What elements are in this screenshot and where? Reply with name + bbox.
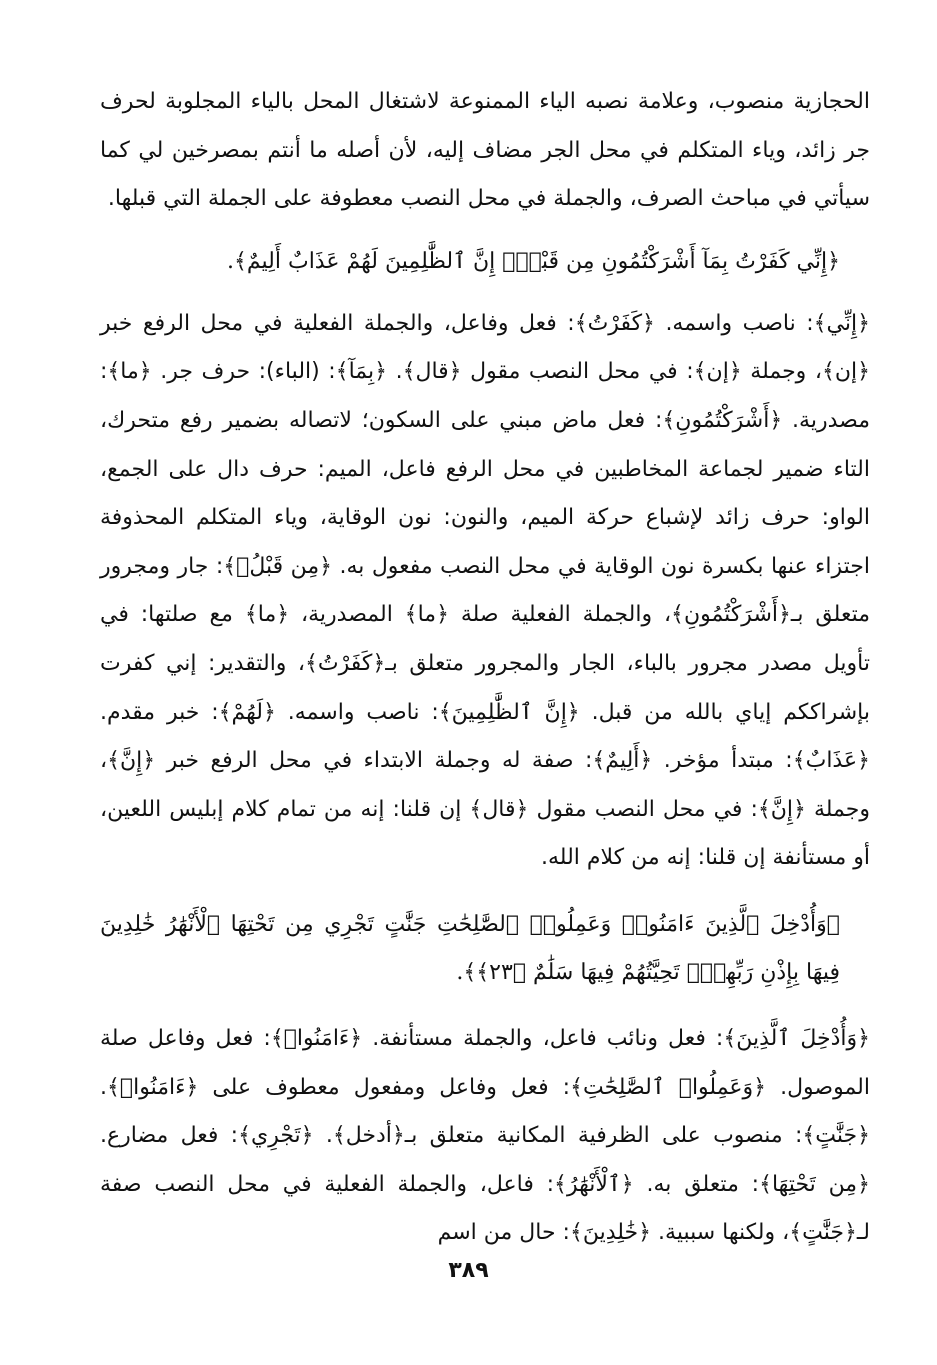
quran-verse: ﴿إِنِّي كَفَرْتُ بِمَآ أَشْرَكْتُمُونِ مِن قَبْلُۗ إِنَّ ٱلظَّٰلِمِينَ لَهُمْ عَذَابٌ أَلِيمٌ﴾.	[227, 248, 840, 274]
page-number: ٣٨٩	[448, 1258, 489, 1283]
spacer	[100, 883, 870, 901]
verse-grammar-analysis: ﴿إِنِّي﴾: ناصب واسمه. ﴿كَفَرْتُ﴾: فعل وفاعل، والجملة الفعلية في محل الرفع خبر ﴿إن﴾، وجملة ﴿إن﴾: في محل النصب مقول ﴿قال﴾. ﴿بِمَآ﴾: (الباء): حرف جر. ﴿ما﴾: مصدرية. ﴿أَشْرَكْتُمُونِ﴾: فعل ماض مبني على السكون؛ لاتصاله بضمير رفع متحرك، التاء ضمير لجماعة المخاطبين في محل الرفع فاعل، الميم: حرف دال على الجمع، الواو: حرف زائد لإشباع حركة الميم، والنون: نون الوقاية، وياء المتكلم المحذوفة اجتزاء عنها بكسرة نون الوقاية في محل النصب مفعول به. ﴿مِن قَبْلُۗ﴾: جار ومجرور متعلق بـ﴿أَشْرَكْتُمُونِ﴾، والجملة الفعلية صلة ﴿ما﴾ المصدرية، ﴿ما﴾ مع صلتها: في تأويل مصدر مجرور بالباء، الجار والمجرور متعلق بـ﴿كَفَرْتُ﴾، والتقدير: إني كفرت بإشراككم إياي بالله من قبل. ﴿إِنَّ ٱلظَّٰلِمِينَ﴾: ناصب واسمه. ﴿لَهُمْ﴾: خبر مقدم. ﴿عَذَابٌ﴾: مبتدأ مؤخر. ﴿أَلِيمٌ﴾: صفة له وجملة الابتداء في محل الرفع خبر ﴿إِنَّ﴾، وجملة ﴿إِنَّ﴾: في محل النصب مقول ﴿قال﴾ إن قلنا: إنه من تمام كلام إبليس اللعين، أو مستأنفة إن قلنا: إنه من كلام الله.	[100, 310, 870, 871]
spacer	[100, 286, 870, 300]
verse-grammar-analysis: ﴿وَأُدْخِلَ ٱلَّذِينَ﴾: فعل ونائب فاعل، والجملة مستأنفة. ﴿ءَامَنُوا۟﴾: فعل وفاعل صلة الموصول. ﴿وَعَمِلُوا۟ ٱلصَّٰلِحَٰتِ﴾: فعل وفاعل ومفعول معطوف على ﴿ءَامَنُوا۟﴾. ﴿جَنَّٰتٍ﴾: منصوب على الظرفية المكانية متعلق بـ﴿أدخل﴾. ﴿تَجْرِي﴾: فعل مضارع. ﴿مِن تَحْتِهَا﴾: متعلق به. ﴿ٱلْأَنْهَٰرُ﴾: فاعل، والجملة الفعلية في محل النصب صفة لـ﴿جَنَّٰتٍ﴾، ولكنها سببية. ﴿خَٰلِدِينَ﴾: حال من اسم	[100, 1025, 870, 1246]
spacer	[100, 224, 870, 238]
spacer	[100, 997, 870, 1015]
paragraph-continuation: الحجازية منصوب، وعلامة نصبه الياء الممنوعة لاشتغال المحل بالياء المجلوبة لحرف جر زائد، وياء المتكلم في محل الجر مضاف إليه، لأن أصله ما أنتم بمصرخين لي كما سيأتي في مباحث الصرف، والجملة في محل النصب معطوفة على الجملة التي قبلها.	[100, 89, 870, 212]
page-body	[100, 78, 870, 1258]
quran-verse: ﴿وَأُدْخِلَ ٱلَّذِينَ ءَامَنُوا۟ وَعَمِلُوا۟ ٱلصَّٰلِحَٰتِ جَنَّٰتٍ تَجْرِي مِن تَحْتِهَا ٱلْأَنْهَٰرُ خَٰلِدِينَ فِيهَا بِإِذْنِ رَبِّهِمْۖ تَحِيَّتُهُمْ فِيهَا سَلَٰمٌ ﴿٢٣﴾﴾.	[100, 911, 840, 985]
